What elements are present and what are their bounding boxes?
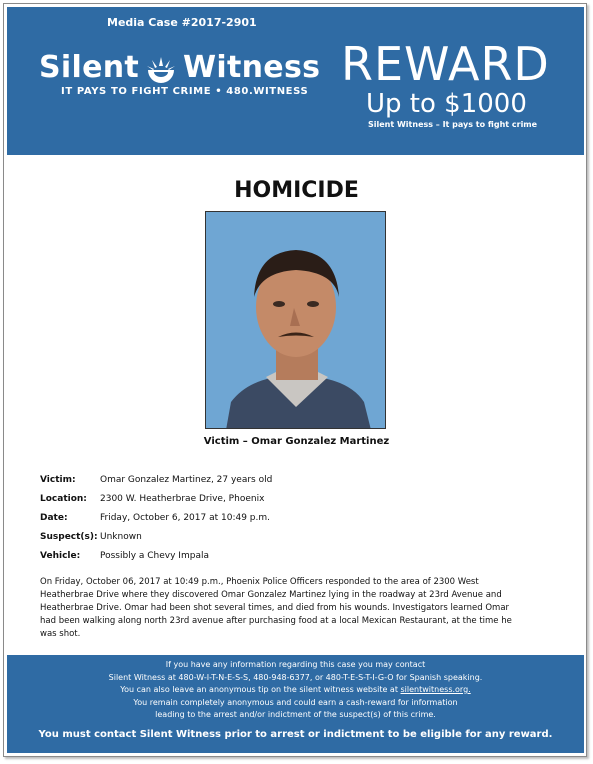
detail-label: Victim: [40,475,76,485]
footer-banner [7,655,584,753]
footer-website-prefix: You can also leave an anonymous tip on the silent witness website at [120,685,401,694]
detail-value: Possibly a Chevy Impala [100,551,209,561]
logo-tagline: IT PAYS TO FIGHT CRIME • 480.WITNESS [61,86,309,97]
media-case-number: Media Case #2017-2901 [107,16,257,29]
footer-line-phones: Silent Witness at 480-W-I-T-N-E-S-S, 480-948-6377, or 480-T-E-S-T-I-G-O for Spanish speaking. [108,672,483,682]
reward-subtitle: Silent Witness – It pays to fight crime [368,120,538,129]
detail-label: Location: [40,494,87,504]
victim-photo [205,211,386,429]
narrative-line: was shot. [40,629,81,639]
detail-label: Vehicle: [40,551,81,561]
case-narrative [40,576,552,641]
detail-label: Suspect(s): [40,532,98,542]
detail-value: 2300 W. Heatherbrae Drive, Phoenix [100,494,265,504]
logo-word-witness: Witness [183,50,321,85]
reward-amount: Up to $1000 [366,89,527,119]
detail-value: Unknown [100,532,142,542]
detail-label: Date: [40,513,68,523]
header-banner [7,7,584,155]
footer-line-website [7,684,584,697]
website-link[interactable]: silentwitness.org. [400,685,471,694]
logo-word-silent: Silent [39,50,140,85]
silent-witness-logo [39,50,320,97]
detail-value: Friday, October 6, 2017 at 10:49 p.m. [100,513,270,523]
narrative-line: Heatherbrae Drive. Omar had been shot several times, and died from his wounds. Investigators learned Omar [40,603,510,613]
narrative-line: had been walking along north 23rd avenue after purchasing food at a local Mexican Restaurant, at the time he [40,616,512,626]
photo-caption: Victim – Omar Gonzalez Martinez [203,436,390,447]
detail-value: Omar Gonzalez Martinez, 27 years old [100,475,273,485]
narrative-line: Heatherbrae Drive where they discovered Omar Gonzalez Martinez lying in the roadway at 23rd Avenue and [40,590,502,600]
footer-line-anonymous: You remain completely anonymous and could earn a cash-reward for information [133,697,458,707]
case-title: HOMICIDE [234,178,359,203]
footer-line-contact: If you have any information regarding this case you may contact [165,660,426,669]
narrative-line: On Friday, October 06, 2017 at 10:49 p.m., Phoenix Police Officers responded to the area of 2300 West [40,577,479,587]
reward-heading: REWARD [341,37,550,91]
footer-line-arrest: leading to the arrest and/or indictment of the suspect(s) of this crime. [155,710,436,719]
sunburst-emblem-icon [145,52,177,84]
footer-eligibility-notice: You must contact Silent Witness prior to arrest or indictment to be eligible for any reward. [38,728,553,740]
